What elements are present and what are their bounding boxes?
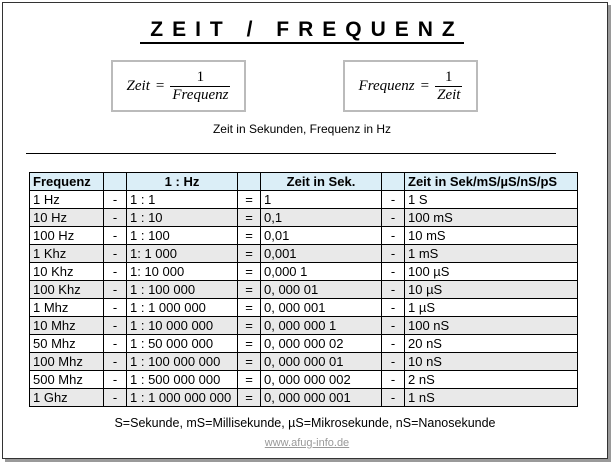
cell-sep-3: -	[382, 335, 405, 353]
cell-zeit-sek: 0,001	[261, 245, 382, 263]
cell-sep-3: -	[382, 227, 405, 245]
cell-frequenz: 50 Mhz	[30, 335, 104, 353]
conversion-table	[29, 172, 578, 407]
table-row	[30, 263, 578, 281]
cell-ratio: 1: 10 000	[127, 263, 238, 281]
cell-sep-3: -	[382, 299, 405, 317]
cell-sep-1: -	[104, 245, 127, 263]
cell-zeit-units: 1 mS	[405, 245, 578, 263]
cell-ratio: 1 : 1 000 000	[127, 299, 238, 317]
cell-sep-1: -	[104, 281, 127, 299]
cell-sep-2: =	[238, 281, 261, 299]
table-row	[30, 245, 578, 263]
cell-sep-1: -	[104, 263, 127, 281]
cell-zeit-units: 100 nS	[405, 317, 578, 335]
cell-sep-2: =	[238, 191, 261, 209]
cell-frequenz: 10 Hz	[30, 209, 104, 227]
cell-zeit-units: 20 nS	[405, 335, 578, 353]
cell-sep-2: =	[238, 389, 261, 407]
cell-frequenz: 10 Mhz	[30, 317, 104, 335]
cell-zeit-sek: 0, 000 000 001	[261, 389, 382, 407]
table-row	[30, 317, 578, 335]
formula-zeit-denominator: Frequenz	[172, 86, 229, 103]
cell-sep-3: -	[382, 245, 405, 263]
cell-sep-3: -	[382, 389, 405, 407]
cell-zeit-units: 100 mS	[405, 209, 578, 227]
cell-frequenz: 1 Mhz	[30, 299, 104, 317]
cell-zeit-units: 1 nS	[405, 389, 578, 407]
cell-ratio: 1 : 10 000 000	[127, 317, 238, 335]
formula-zeit-lhs: Zeit	[126, 77, 150, 94]
formula-frequenz-denominator: Zeit	[437, 86, 461, 103]
header-ratio: 1 : Hz	[127, 173, 238, 191]
cell-sep-1: -	[104, 335, 127, 353]
cell-ratio: 1 : 50 000 000	[127, 335, 238, 353]
header-sep-3	[382, 173, 405, 191]
cell-zeit-units: 2 nS	[405, 371, 578, 389]
cell-zeit-sek: 0,1	[261, 209, 382, 227]
cell-frequenz: 1 Hz	[30, 191, 104, 209]
cell-sep-3: -	[382, 263, 405, 281]
cell-ratio: 1 : 10	[127, 209, 238, 227]
cell-ratio: 1 : 1 000 000 000	[127, 389, 238, 407]
cell-sep-3: -	[382, 281, 405, 299]
formula-zeit-numerator: 1	[196, 68, 205, 85]
divider	[26, 153, 556, 154]
formula-frequenz-equals: =	[420, 77, 430, 94]
cell-sep-2: =	[238, 263, 261, 281]
formula-zeit-box	[111, 60, 246, 112]
table-row	[30, 389, 578, 407]
cell-sep-1: -	[104, 227, 127, 245]
formula-frequenz-numerator: 1	[445, 68, 453, 85]
page-title: ZEIT / FREQUENZ	[0, 18, 604, 42]
cell-sep-1: -	[104, 317, 127, 335]
table-row	[30, 191, 578, 209]
cell-sep-3: -	[382, 209, 405, 227]
table-row	[30, 371, 578, 389]
cell-ratio: 1: 1 000	[127, 245, 238, 263]
cell-sep-1: -	[104, 389, 127, 407]
cell-sep-2: =	[238, 371, 261, 389]
cell-sep-2: =	[238, 353, 261, 371]
formula-frequenz-lhs: Frequenz	[358, 77, 415, 94]
cell-zeit-units: 100 µS	[405, 263, 578, 281]
cell-sep-1: -	[104, 299, 127, 317]
cell-zeit-sek: 0, 000 001	[261, 299, 382, 317]
table-row	[30, 335, 578, 353]
cell-sep-2: =	[238, 299, 261, 317]
cell-sep-2: =	[238, 245, 261, 263]
cell-zeit-units: 10 mS	[405, 227, 578, 245]
cell-frequenz: 100 Hz	[30, 227, 104, 245]
cell-frequenz: 500 Mhz	[30, 371, 104, 389]
cell-sep-1: -	[104, 191, 127, 209]
cell-zeit-sek: 0,01	[261, 227, 382, 245]
units-note: Zeit in Sekunden, Frequenz in Hz	[212, 122, 392, 136]
table-row	[30, 353, 578, 371]
cell-sep-2: =	[238, 209, 261, 227]
table-header-row	[30, 173, 578, 191]
header-zeit-units: Zeit in Sek/mS/µS/nS/pS	[405, 173, 578, 191]
cell-zeit-units: 10 nS	[405, 353, 578, 371]
cell-ratio: 1 : 100 000	[127, 281, 238, 299]
cell-zeit-sek: 0, 000 01	[261, 281, 382, 299]
cell-zeit-units: 1 S	[405, 191, 578, 209]
cell-sep-3: -	[382, 371, 405, 389]
formula-zeit-fraction	[170, 69, 230, 104]
cell-zeit-sek: 1	[261, 191, 382, 209]
cell-ratio: 1 : 100	[127, 227, 238, 245]
formula-zeit-equals: =	[155, 77, 165, 94]
table-row	[30, 227, 578, 245]
cell-ratio: 1 : 1	[127, 191, 238, 209]
cell-zeit-sek: 0, 000 000 02	[261, 335, 382, 353]
cell-zeit-sek: 0,000 1	[261, 263, 382, 281]
cell-sep-1: -	[104, 371, 127, 389]
table-row	[30, 281, 578, 299]
cell-sep-1: -	[104, 209, 127, 227]
header-sep-1	[104, 173, 127, 191]
cell-zeit-sek: 0, 000 000 002	[261, 371, 382, 389]
cell-zeit-units: 1 µS	[405, 299, 578, 317]
table-row	[30, 209, 578, 227]
cell-sep-3: -	[382, 317, 405, 335]
cell-ratio: 1 : 100 000 000	[127, 353, 238, 371]
cell-sep-3: -	[382, 353, 405, 371]
cell-ratio: 1 : 500 000 000	[127, 371, 238, 389]
cell-frequenz: 100 Khz	[30, 281, 104, 299]
cell-zeit-sek: 0, 000 000 01	[261, 353, 382, 371]
cell-zeit-sek: 0, 000 000 1	[261, 317, 382, 335]
cell-sep-2: =	[238, 227, 261, 245]
cell-frequenz: 10 Khz	[30, 263, 104, 281]
header-frequenz: Frequenz	[30, 173, 104, 191]
cell-sep-2: =	[238, 317, 261, 335]
header-sep-2	[238, 173, 261, 191]
formula-frequenz-fraction	[435, 69, 462, 104]
formula-frequenz-box	[343, 60, 478, 112]
footer-link[interactable]: www.afug-info.de	[264, 437, 350, 449]
cell-frequenz: 1 Khz	[30, 245, 104, 263]
cell-frequenz: 100 Mhz	[30, 353, 104, 371]
cell-zeit-units: 10 µS	[405, 281, 578, 299]
cell-sep-1: -	[104, 353, 127, 371]
cell-sep-3: -	[382, 191, 405, 209]
cell-sep-2: =	[238, 335, 261, 353]
cell-frequenz: 1 Ghz	[30, 389, 104, 407]
abbreviation-legend: S=Sekunde, mS=Millisekunde, µS=Mikrosekunde, nS=Nanosekunde	[114, 416, 496, 430]
header-zeit-sek: Zeit in Sek.	[261, 173, 382, 191]
table-row	[30, 299, 578, 317]
